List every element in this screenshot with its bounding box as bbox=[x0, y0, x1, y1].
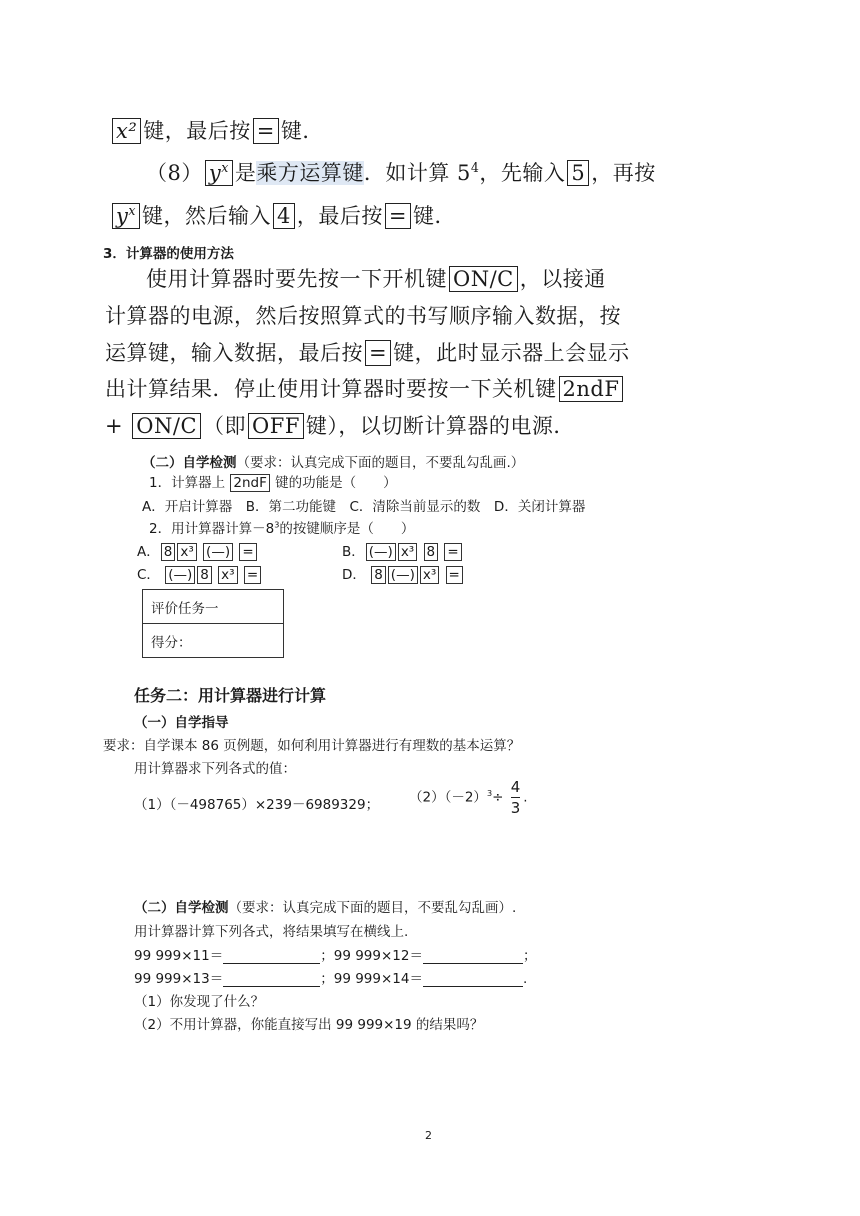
key-2ndf: 2ndF bbox=[230, 474, 269, 492]
page-number: 2 bbox=[425, 1129, 432, 1142]
sub-question-1: （1）你发现了什么？ bbox=[134, 994, 265, 1010]
calc-row-2: 99 999×13＝ ；99 999×14＝ . bbox=[134, 971, 528, 987]
answer-blank[interactable] bbox=[223, 970, 320, 987]
key-on-c: ON/C bbox=[449, 266, 518, 292]
task-2-intro: 用计算器求下列各式的值： bbox=[134, 761, 296, 777]
key-5: 5 bbox=[567, 160, 589, 186]
key-x-squared: x² bbox=[112, 118, 141, 144]
key-y-power: $y^x$ bbox=[205, 160, 233, 186]
s3-line-4: 出计算结果．停止使用计算器时要按一下关机键 2ndF bbox=[105, 373, 625, 403]
question-2: 2．用计算器计算$-8^3$的按键顺序是（ ） bbox=[149, 519, 415, 537]
option-a: A． 8 x³ (—) = bbox=[137, 540, 258, 561]
question-1: 1．计算器上 2ndF 键的功能是（ ） bbox=[149, 475, 397, 491]
fraction-four-thirds: $\frac{4}{3}$ bbox=[510, 778, 521, 817]
key-on-c: ON/C bbox=[132, 413, 201, 439]
s3-line-5: + ON/C （即 OFF 键），以切断计算器的电源． bbox=[105, 414, 575, 438]
key-y-power: $y^x$ bbox=[112, 203, 140, 229]
key-equals: = bbox=[253, 118, 279, 144]
option-c: C． (—) 8 x³ = bbox=[137, 563, 262, 584]
section-3-heading: 3．计算器的使用方法 bbox=[103, 246, 234, 262]
scan-line-3: $y^x$ 键，然后输入 4 ，最后按 = 键． bbox=[110, 200, 456, 230]
s3-line-2: 计算器的电源，然后按照算式的书写顺序输入数据，按 bbox=[105, 304, 621, 328]
s3-line-1: 使用计算器时要先按一下开机键 ON/C ，以接通 bbox=[146, 267, 606, 291]
answer-blank[interactable] bbox=[423, 947, 523, 964]
key-off: OFF bbox=[248, 413, 304, 439]
check1-heading: （二）自学检测（要求：认真完成下面的题目，不要乱勾乱画.） bbox=[142, 455, 525, 471]
guide-heading: （一）自学指导 bbox=[134, 715, 229, 731]
scan-line-2: （8） $y^x$ 是乘方运算键．如计算 $5^4$，先输入 5 ，再按 bbox=[146, 160, 656, 185]
eval-score-label: 得分： bbox=[143, 624, 284, 658]
key-equals: = bbox=[365, 340, 391, 366]
eval-task-label: 评价任务一 bbox=[143, 590, 284, 624]
task-2-requirement: 要求：自学课本 86 页例题，如何利用计算器进行有理数的基本运算？ bbox=[103, 738, 521, 754]
scan-line-1: x² 键，最后按 = 键． bbox=[110, 115, 324, 145]
task-2-title: 任务二：用计算器进行计算 bbox=[134, 686, 327, 705]
s3-line-3: 运算键，输入数据，最后按 = 键，此时显示器上会显示 bbox=[105, 341, 630, 365]
answer-blank[interactable] bbox=[223, 947, 320, 964]
expression-1: （1）（－498765）×239－6989329； bbox=[134, 797, 380, 813]
evaluation-table bbox=[142, 589, 284, 658]
option-d: D． 8 (—) x³ = bbox=[342, 563, 464, 584]
key-4: 4 bbox=[273, 203, 295, 229]
expression-2: $(2)(-2)^3\div$ $\frac{4}{3}$ . bbox=[409, 778, 528, 817]
key-equals: = bbox=[385, 203, 411, 229]
calc-row-1: 99 999×11＝ ；99 999×12＝ ； bbox=[134, 948, 537, 964]
check2-intro: 用计算器计算下列各式，将结果填写在横线上. bbox=[134, 924, 409, 940]
check2-heading: （二）自学检测（要求：认真完成下面的题目，不要乱勾乱画）. bbox=[134, 900, 517, 916]
answer-blank[interactable] bbox=[423, 970, 523, 987]
sub-question-2: （2）不用计算器，你能直接写出 99 999×19 的结果吗？ bbox=[134, 1017, 484, 1033]
key-2ndf: 2ndF bbox=[559, 376, 624, 402]
option-b: B． (—) x³ 8 = bbox=[342, 540, 463, 561]
question-1-options: A．开启计算器 B．第二功能键 C．清除当前显示的数 D．关闭计算器 bbox=[142, 499, 586, 515]
